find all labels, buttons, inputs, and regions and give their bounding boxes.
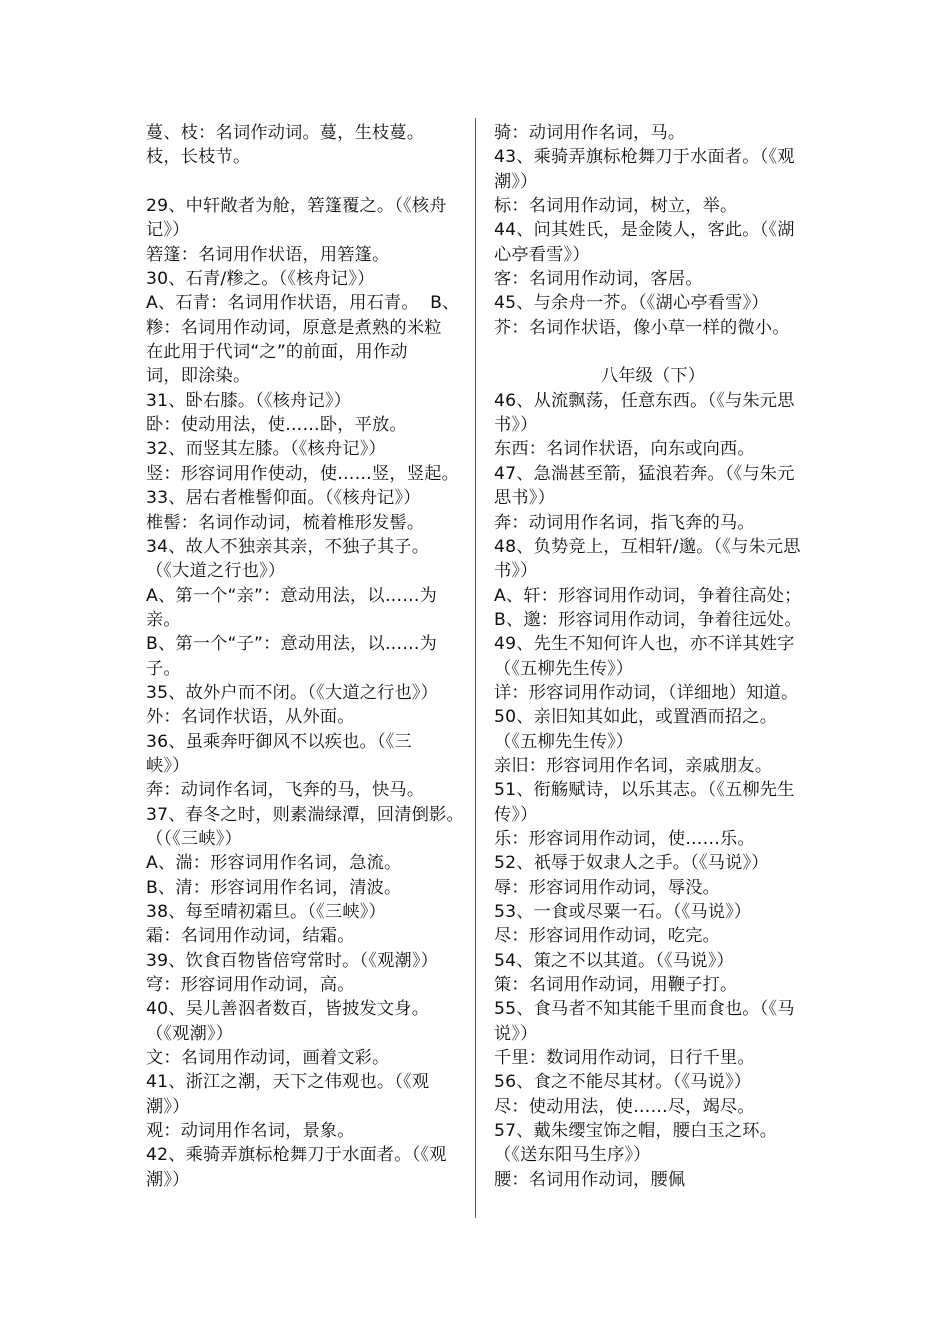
- text-line: 潮》）: [494, 171, 538, 192]
- text-line: 50、亲旧知其如此，或置酒而招之。: [494, 707, 778, 728]
- column-divider: [475, 118, 476, 1218]
- text-line: 30、石青/糁之。（《核舟记》）: [146, 269, 375, 290]
- text-line: 亲。: [146, 609, 181, 630]
- text-line: 43、乘骑弄旗标枪舞刀于水面者。（《观: [494, 147, 795, 168]
- text-line: 尽：使动用法，使……尽，竭尽。: [494, 1096, 755, 1117]
- text-line: 48、负势竞上，互相轩/邈。（《与朱元思: [494, 536, 801, 557]
- text-line: 外：名词作状语，从外面。: [146, 707, 355, 728]
- text-line: 46、从流飘荡，任意东西。（《与朱元思: [494, 390, 795, 411]
- text-line: 51、衔觞赋诗，以乐其志。（《五柳先生: [494, 780, 795, 801]
- text-line: 椎髻：名词作动词，梳着椎形发髻。: [146, 512, 425, 533]
- text-line: 乐：形容词用作动词，使……乐。: [494, 828, 755, 849]
- text-line: 穹：形容词用作动词，高。: [146, 975, 355, 996]
- text-line: 31、卧右膝。（《核舟记》）: [146, 390, 352, 411]
- text-line: 34、故人不独亲其亲，不独子其子。: [146, 536, 430, 557]
- text-line: A、第一个“亲”：意动用法，以……为: [146, 585, 437, 606]
- text-line: 箬篷：名词用作状语，用箬篷。: [146, 244, 390, 265]
- text-line: （《五柳先生传》）: [494, 731, 634, 752]
- text-line: 29、中轩敞者为舱，箬篷覆之。（《核舟: [146, 196, 447, 217]
- text-line: 枝，长枝节。: [146, 147, 251, 168]
- text-line: 千里：数词用作动词，日行千里。: [494, 1048, 755, 1069]
- text-line: 45、与余舟一芥。（《湖心亭看雪》）: [494, 293, 769, 314]
- text-line: 57、戴朱缨宝饰之帽，腰白玉之环。: [494, 1121, 778, 1142]
- text-line: （《送东阳马生序》）: [494, 1145, 651, 1166]
- text-line: 尽：形容词用作动词，吃完。: [494, 926, 721, 947]
- text-line: （《五柳先生传》）: [494, 658, 634, 679]
- text-line: 卧：使动用法，使……卧，平放。: [146, 415, 407, 436]
- text-line: 49、先生不知何许人也，亦不详其姓字: [494, 634, 795, 655]
- text-line: 38、每至晴初霜旦。（《三峡》）: [146, 902, 386, 922]
- text-line: 潮》）: [146, 1096, 190, 1117]
- text-line: 文：名词用作动词，画着文彩。: [146, 1048, 390, 1069]
- text-line: 35、故外户而不闭。（《大道之行也》）: [146, 682, 439, 703]
- text-line: 记》）: [146, 220, 190, 241]
- text-line: 47、急湍甚至箭，猛浪若奔。（《与朱元: [494, 463, 795, 484]
- text-line: 蔓、枝：名词作动词。蔓，生枝蔓。: [146, 123, 425, 143]
- text-line: （（《三峡》）: [146, 828, 242, 849]
- text-line: 标：名词用作动词，树立，举。: [494, 196, 738, 217]
- text-line: 44、问其姓氏，是金陵人，客此。（《湖: [494, 220, 795, 241]
- text-line: 传》）: [494, 804, 538, 825]
- text-line: 子。: [146, 658, 181, 679]
- text-line: （《大道之行也》）: [146, 561, 286, 582]
- section-heading: 八年级（下）: [600, 366, 706, 387]
- text-line: 霜：名词用作动词，结霜。: [146, 926, 355, 947]
- text-line: B、邈：形容词用作动词，争着往远处。: [494, 609, 802, 630]
- text-line: 东西：名词作状语，向东或向西。: [494, 439, 755, 460]
- text-line: 竖：形容词用作使动，使……竖，竖起。: [146, 463, 459, 484]
- text-line: 40、吴儿善泅者数百，皆披发文身。: [146, 999, 430, 1020]
- text-line: 书》）: [494, 415, 538, 436]
- text-line: 在此用于代词“之”的前面，用作动: [146, 342, 408, 363]
- text-line: 32、而竖其左膝。（《核舟记》）: [146, 439, 386, 460]
- text-line: A、轩：形容词用作动词，争着往高处；: [494, 585, 802, 606]
- text-line: [494, 340, 812, 364]
- text-line: 策：名词用作动词，用鞭子打。: [494, 975, 738, 996]
- right-column: [494, 121, 812, 1192]
- text-line: 36、虽乘奔吁御风不以疾也。（《三: [146, 731, 412, 752]
- text-line: A、湍：形容词用作名词，急流。: [146, 853, 402, 874]
- text-line: 腰：名词用作动词，腰佩: [494, 1169, 686, 1190]
- text-line: 词，即涂染。: [146, 366, 251, 387]
- text-line: 糁：名词用作动词，原意是煮熟的米粒: [146, 317, 442, 338]
- text-line: 52、祇辱于奴隶人之手。（《马说》）: [494, 853, 769, 874]
- text-line: 辱：形容词用作动词，辱没。: [494, 877, 721, 898]
- left-column: [146, 121, 464, 1192]
- text-line: 心亭看雪》）: [494, 244, 590, 265]
- text-line: 56、食之不能尽其材。（《马说》）: [494, 1072, 752, 1093]
- text-line: B、清：形容词用作名词，清波。: [146, 877, 402, 898]
- text-line: 亲旧：形容词用作名词，亲戚朋友。: [494, 755, 773, 776]
- text-line: 书》）: [494, 561, 538, 582]
- text-line: 39、饮食百物皆倍穹常时。（《观潮》）: [146, 950, 439, 971]
- text-line: 潮》）: [146, 1169, 190, 1190]
- text-line: 详：形容词用作动词，（详细地）知道。: [494, 682, 799, 703]
- text-line: 53、一食或尽粟一石。（《马说》）: [494, 902, 752, 922]
- text-line: 说》）: [494, 1023, 538, 1044]
- text-line: 客：名词用作动词，客居。: [494, 269, 703, 290]
- text-line: （《观潮》）: [146, 1023, 234, 1044]
- text-line: 奔：动词用作名词，指飞奔的马。: [494, 512, 755, 533]
- text-line: 54、策之不以其道。（《马说》）: [494, 950, 734, 971]
- text-line: B、第一个“子”：意动用法，以……为: [146, 634, 438, 655]
- text-line: 芥：名词作状语，像小草一样的微小。: [494, 317, 790, 338]
- text-line: 33、居右者椎髻仰面。（《核舟记》）: [146, 488, 421, 509]
- text-line: 41、浙江之潮，天下之伟观也。（《观: [146, 1072, 430, 1093]
- text-line: 骑：动词用作名词，马。: [494, 123, 686, 143]
- text-line: 奔：动词作名词，飞奔的马，快马。: [146, 780, 425, 801]
- text-line: 观：动词用作名词，景象。: [146, 1121, 355, 1142]
- text-line: 42、乘骑弄旗标枪舞刀于水面者。（《观: [146, 1145, 447, 1166]
- text-line: 55、食马者不知其能千里而食也。（《马: [494, 999, 795, 1020]
- text-line: 思书》）: [494, 488, 555, 509]
- text-line: 峡》）: [146, 755, 190, 776]
- text-line: A、石青：名词用作状语，用石青。 B、: [146, 293, 460, 314]
- text-line: [146, 170, 464, 194]
- text-line: 37、春冬之时，则素湍绿潭，回清倒影。: [146, 804, 464, 825]
